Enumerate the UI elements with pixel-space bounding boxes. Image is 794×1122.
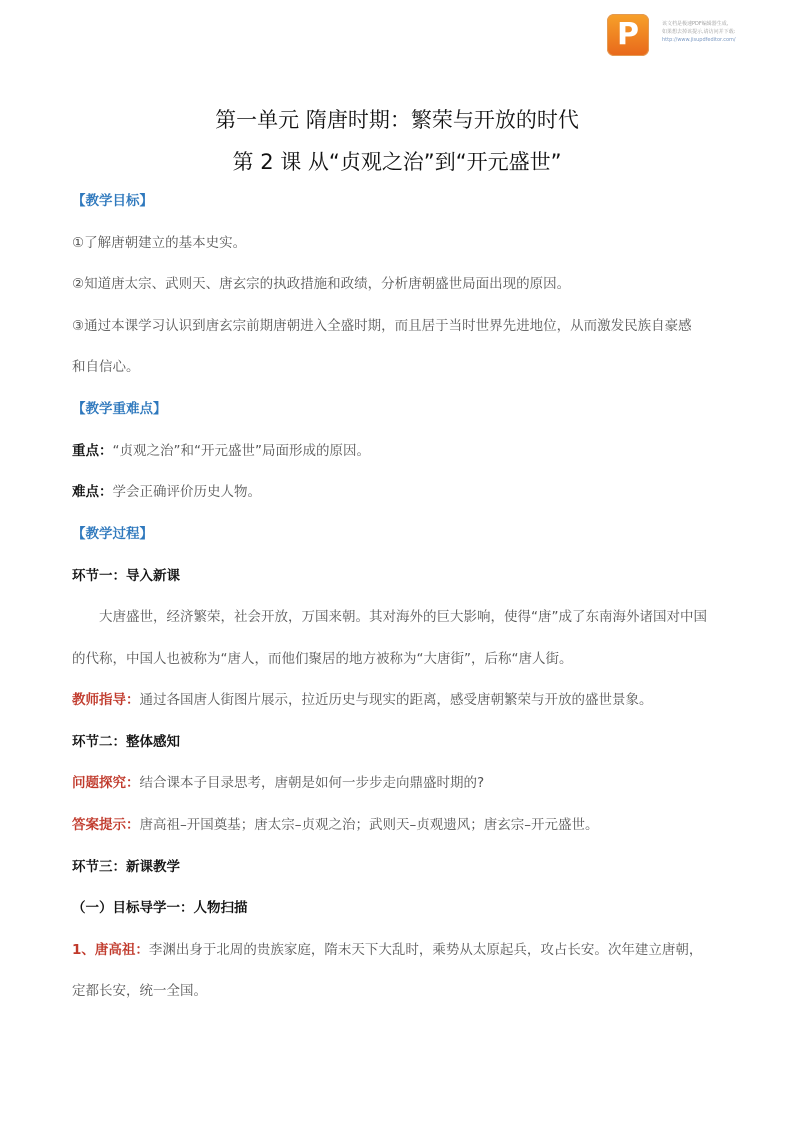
goals-heading: 【教学目标】 [72, 193, 153, 209]
pdf-editor-logo-icon [607, 14, 649, 56]
answer-label: 答案提示： [72, 817, 140, 833]
goal-item-3-line2: 和自信心。 [72, 359, 140, 375]
teacher-guide-label: 教师指导： [72, 692, 140, 708]
lesson-title: 第 2 课 从“贞观之治”到“开元盛世” [232, 150, 562, 174]
key-points-heading: 【教学重难点】 [72, 401, 167, 417]
difficulty-text: 学会正确评价历史人物。 [112, 484, 261, 500]
logo-glyph: P [617, 17, 639, 52]
teacher-guide-text: 通过各国唐人街图片展示，拉近历史与现实的距离，感受唐朝繁荣与开放的盛世景象。 [139, 692, 653, 708]
goal-item-3-line1: ③通过本课学习认识到唐玄宗前期唐朝进入全盛时期，而且居于当时世界先进地位，从而激发民族自豪感 [72, 318, 692, 334]
difficulty-row [72, 482, 732, 502]
emperor-item-1-line2: 定都长安，统一全国。 [72, 983, 207, 999]
difficulty-label: 难点： [72, 484, 113, 500]
emperor-item-1-label: 1、唐高祖： [72, 942, 149, 958]
watermark-line1: 该文档是极速PDF编辑器生成, [662, 21, 729, 27]
key-point-row [72, 441, 732, 461]
goal-item-2: ②知道唐太宗、武则天、唐玄宗的执政措施和政绩，分析唐朝盛世局面出现的原因。 [72, 276, 571, 292]
key-point-label: 重点： [72, 443, 113, 459]
page-title: 第一单元 隋唐时期：繁荣与开放的时代 [215, 108, 579, 132]
step-3-heading: 环节三：新课教学 [72, 859, 180, 875]
intro-paragraph-line1: 大唐盛世，经济繁荣，社会开放，万国来朝。其对海外的巨大影响，使得“唐”成了东南海外诸国对中国 [99, 609, 707, 625]
question-row [72, 773, 732, 793]
emperor-item-1-line1 [72, 940, 732, 960]
intro-paragraph-line2: 的代称，中国人也被称为“唐人，而他们聚居的地方被称为“大唐街”，后称“唐人街。 [72, 651, 573, 667]
subsection-1-heading: （一）目标导学一：人物扫描 [72, 900, 248, 916]
step-2-heading: 环节二：整体感知 [72, 734, 180, 750]
watermark-line2: 如果想去掉该提示,请访问并下载: [662, 29, 736, 35]
watermark-note [662, 20, 787, 44]
teacher-guide-row [72, 690, 732, 710]
watermark-url[interactable]: http://www.jisupdfeditor.com/ [662, 37, 736, 43]
goal-item-1: ①了解唐朝建立的基本史实。 [72, 235, 247, 251]
key-point-text: “贞观之治”和“开元盛世”局面形成的原因。 [112, 443, 370, 459]
question-label: 问题探究： [72, 775, 140, 791]
question-text: 结合课本子目录思考，唐朝是如何一步步走向鼎盛时期的? [139, 775, 485, 791]
answer-text: 唐高祖–开国奠基；唐太宗–贞观之治；武则天–贞观遗风；唐玄宗–开元盛世。 [139, 817, 599, 833]
process-heading: 【教学过程】 [72, 526, 153, 542]
step-1-heading: 环节一：导入新课 [72, 568, 180, 584]
answer-row [72, 815, 732, 835]
emperor-item-1-text: 李渊出身于北周的贵族家庭，隋末天下大乱时，乘势从太原起兵，攻占长安。次年建立唐朝， [148, 942, 703, 958]
